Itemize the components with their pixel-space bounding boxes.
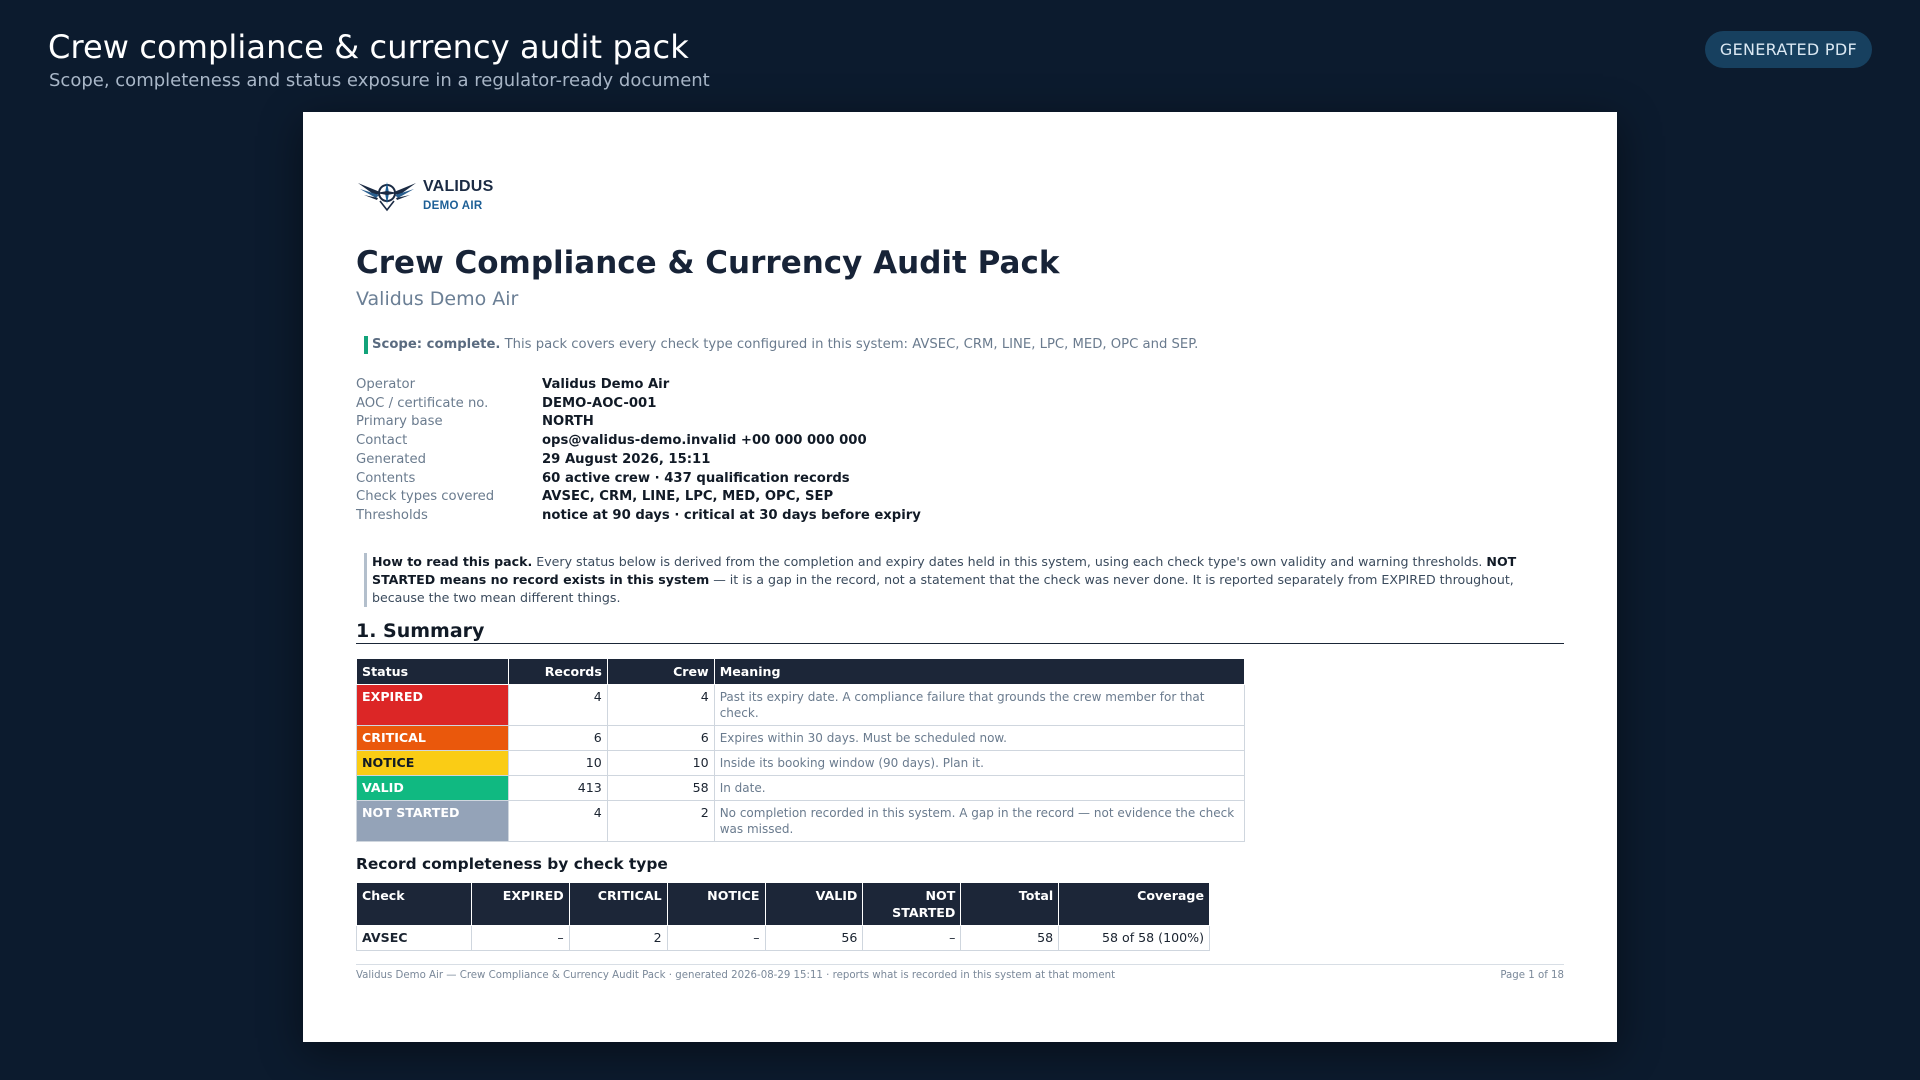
metadata-key: Check types covered: [356, 489, 495, 505]
generated-pdf-badge[interactable]: GENERATED PDF: [1705, 31, 1872, 68]
summary-row: [357, 726, 1245, 751]
metadata-row: [356, 413, 921, 432]
completeness-cell-coverage: 58 of 58 (100%): [1059, 926, 1210, 951]
metadata-key: Generated: [356, 451, 426, 467]
metadata-key: Operator: [356, 377, 416, 392]
metadata-row: [356, 470, 921, 489]
footer-text: Validus Demo Air — Crew Compliance & Currency Audit Pack · generated 2026-08-29 15:11 · reports what is recorded in this system at that moment: [356, 970, 1116, 981]
scope-label: Scope: complete.: [372, 337, 501, 352]
metadata-key: Contact: [356, 433, 408, 449]
completeness-cell-critical: 2: [569, 926, 667, 951]
crew-cell: 2: [607, 801, 714, 842]
metadata-value: ops@validus-demo.invalid +00 000 000 000: [542, 433, 867, 449]
summary-row: [357, 776, 1245, 801]
meaning-cell: Past its expiry date. A compliance failure that grounds the crew member for that check.: [714, 685, 1244, 726]
metadata-key: Thresholds: [356, 507, 428, 523]
comp-header-total: Total: [961, 883, 1059, 926]
records-cell: 10: [508, 751, 607, 776]
completeness-header-row: [357, 883, 1210, 926]
metadata-row: [356, 376, 921, 395]
comp-header-coverage: Coverage: [1059, 883, 1210, 926]
metadata-row: [356, 432, 921, 451]
page-number: Page 1 of 18: [1500, 970, 1564, 981]
summary-header-crew: Crew: [607, 659, 714, 685]
completeness-cell-expired: –: [471, 926, 569, 951]
summary-header-records: Records: [508, 659, 607, 685]
logo-subtitle: DEMO AIR: [423, 200, 483, 212]
metadata-key: AOC / certificate no.: [356, 395, 489, 411]
completeness-cell-not-started: –: [863, 926, 961, 951]
comp-header-check: Check: [357, 883, 472, 926]
completeness-cell-total: 58: [961, 926, 1059, 951]
completeness-cell-valid: 56: [765, 926, 863, 951]
section-summary-title: 1. Summary: [356, 620, 1564, 644]
comp-header-valid: VALID: [765, 883, 863, 926]
scope-text: This pack covers every check type configured in this system: AVSEC, CRM, LINE, LPC, MED, OPC and SEP.: [500, 337, 1199, 352]
howto-heading: How to read this pack.: [372, 554, 533, 569]
records-cell: 4: [508, 801, 607, 842]
records-cell: 6: [508, 726, 607, 751]
status-cell: CRITICAL: [357, 726, 509, 751]
scope-callout: [364, 336, 1198, 354]
status-cell: NOT STARTED: [357, 801, 509, 842]
company-logo: [356, 174, 516, 218]
page-header-subtitle: Scope, completeness and status exposure in a regulator-ready document: [49, 70, 710, 91]
metadata-value: notice at 90 days · critical at 30 days before expiry: [542, 507, 921, 523]
how-to-read-callout: [364, 553, 1564, 607]
crew-cell: 10: [607, 751, 714, 776]
pdf-page: [303, 112, 1617, 1042]
howto-text-1: Every status below is derived from the completion and expiry dates held in this system, using each check type's own validity and warning thresholds.: [532, 554, 1487, 569]
metadata-row: [356, 395, 921, 414]
comp-header-not-started: NOT STARTED: [863, 883, 961, 926]
summary-header-meaning: Meaning: [714, 659, 1244, 685]
records-cell: 4: [508, 685, 607, 726]
metadata-value: Validus Demo Air: [542, 377, 670, 392]
summary-header-status: Status: [357, 659, 509, 685]
crew-cell: 4: [607, 685, 714, 726]
completeness-cell-notice: –: [667, 926, 765, 951]
comp-header-expired: EXPIRED: [471, 883, 569, 926]
crew-cell: 58: [607, 776, 714, 801]
metadata-value: DEMO-AOC-001: [542, 395, 657, 411]
howto-emphasis: NOT STARTED means no record exists in this system: [372, 554, 1517, 587]
completeness-table: [356, 882, 1210, 951]
completeness-title: Record completeness by check type: [356, 855, 668, 873]
crew-cell: 6: [607, 726, 714, 751]
metadata-value: NORTH: [542, 414, 594, 430]
completeness-row: [357, 926, 1210, 951]
meaning-cell: No completion recorded in this system. A gap in the record — not evidence the check was missed.: [714, 801, 1244, 842]
summary-row: [357, 685, 1245, 726]
summary-row: [357, 801, 1245, 842]
logo-wordmark: VALIDUS: [423, 178, 494, 195]
metadata-key: Primary base: [356, 414, 443, 430]
summary-row: [357, 751, 1245, 776]
document-subtitle: Validus Demo Air: [356, 288, 519, 310]
status-cell: EXPIRED: [357, 685, 509, 726]
document-title: Crew Compliance & Currency Audit Pack: [356, 245, 1060, 281]
winged-compass-logo-icon: [356, 176, 418, 212]
metadata-row: [356, 451, 921, 470]
status-cell: NOTICE: [357, 751, 509, 776]
meaning-cell: In date.: [714, 776, 1244, 801]
comp-header-critical: CRITICAL: [569, 883, 667, 926]
metadata-row: [356, 488, 921, 507]
metadata-table: [356, 376, 921, 526]
meaning-cell: Expires within 30 days. Must be scheduled now.: [714, 726, 1244, 751]
summary-table: [356, 658, 1245, 842]
metadata-row: [356, 507, 921, 526]
status-cell: VALID: [357, 776, 509, 801]
metadata-value: AVSEC, CRM, LINE, LPC, MED, OPC, SEP: [542, 489, 834, 505]
howto-text-2: — it is a gap in the record, not a statement that the check was never done. It is reported separately from EXPIRED throughout, because the two mean different things.: [372, 572, 1514, 605]
comp-header-notice: NOTICE: [667, 883, 765, 926]
metadata-value: 60 active crew · 437 qualification records: [542, 470, 850, 486]
metadata-key: Contents: [356, 470, 416, 486]
metadata-value: 29 August 2026, 15:11: [542, 451, 711, 467]
records-cell: 413: [508, 776, 607, 801]
page-footer: [356, 964, 1564, 981]
completeness-cell-check: AVSEC: [357, 926, 472, 951]
summary-header-row: [357, 659, 1245, 685]
meaning-cell: Inside its booking window (90 days). Plan it.: [714, 751, 1244, 776]
page-header-title: Crew compliance & currency audit pack: [48, 28, 689, 66]
